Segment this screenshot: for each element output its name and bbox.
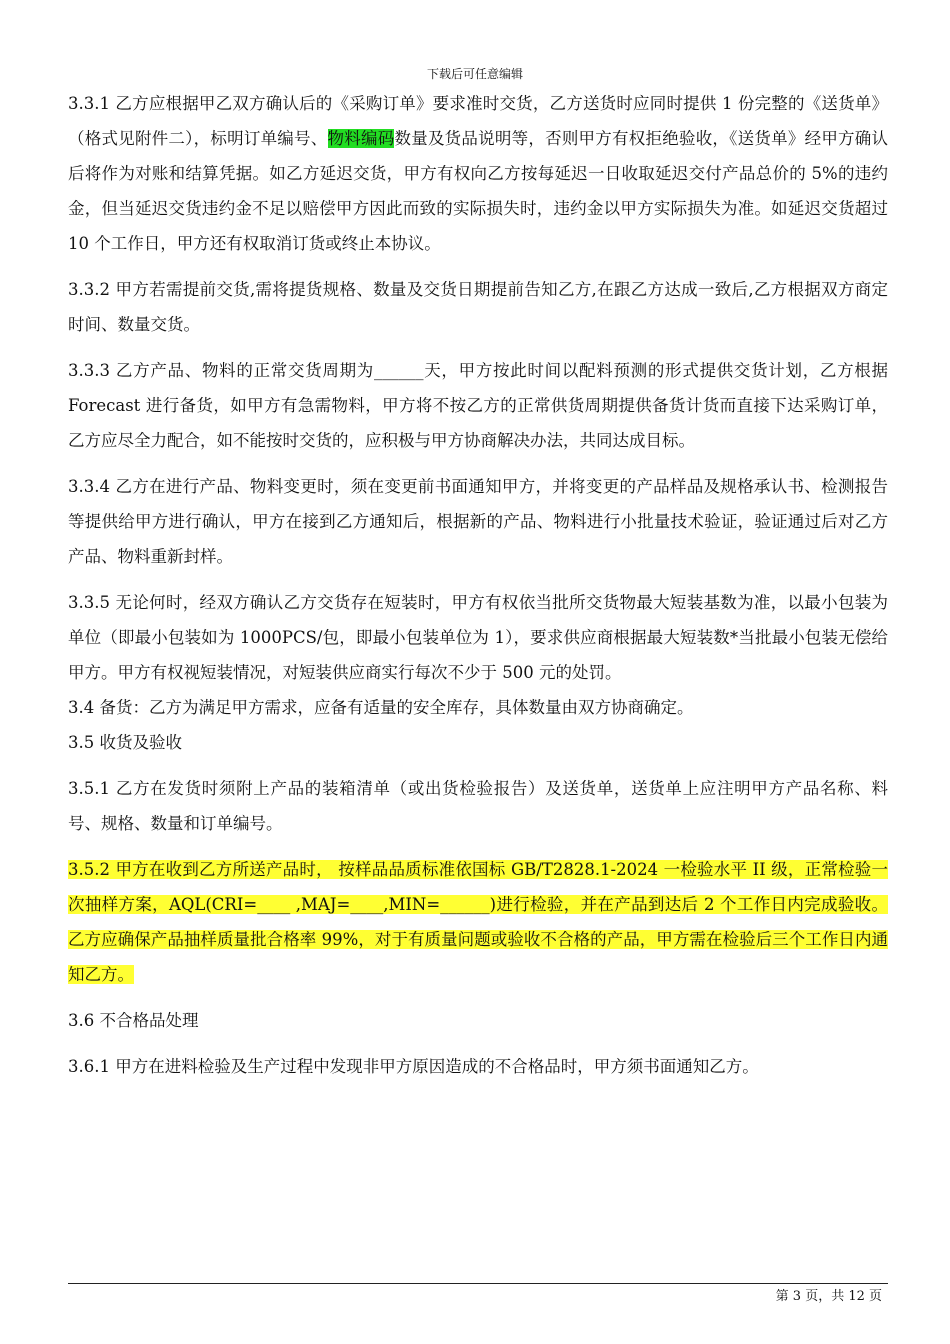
page-number: 第 3 页，共 12 页 xyxy=(775,1289,882,1304)
clause-3-3-4: 3.3.4 乙方在进行产品、物料变更时，须在变更前书面通知甲方，并将变更的产品样品及规格承认书、检测报告等提供给甲方进行确认，甲方在接到乙方通知后，根据新的产品、物料进行小批量技术验证，验证通过后对乙方产品、物料重新封样。 xyxy=(68,477,888,566)
section-3-6-heading: 3.6 不合格品处理 xyxy=(68,1011,199,1030)
clause-3-5-1: 3.5.1 乙方在发货时须附上产品的装箱清单（或出货检验报告）及送货单，送货单上应注明甲方产品名称、料号、规格、数量和订单编号。 xyxy=(68,779,888,833)
clause-3-6-1: 3.6.1 甲方在进料检验及生产过程中发现非甲方原因造成的不合格品时，甲方须书面通知乙方。 xyxy=(68,1057,759,1076)
page-header: 下载后可任意编辑 xyxy=(426,67,523,81)
clause-3-5-2 xyxy=(68,852,888,992)
clause-3-4: 3.4 备货：乙方为满足甲方需求，应备有适量的安全库存，具体数量由双方协商确定。 xyxy=(68,698,694,717)
clause-3-3-2: 3.3.2 甲方若需提前交货,需将提货规格、数量及交货日期提前告知乙方,在跟乙方达成一致后,乙方根据双方商定时间、数量交货。 xyxy=(68,280,888,334)
clause-3-3-5: 3.3.5 无论何时，经双方确认乙方交货存在短装时，甲方有权依当批所交货物最大短装基数为准，以最小包装为单位（即最小包装如为 1000PCS/包，即最小包装单位为 1），要求供应商根据最大短装数*当批最小包装无偿给甲方。甲方有权视短装情况，对短装供应商实行每次不少于 500 元的处罚。 xyxy=(68,593,888,682)
clause-3-3-3 xyxy=(68,353,888,458)
highlighted-material-code: 物料编码 xyxy=(327,129,395,148)
clause-3-3-1-text-b: 数量及货品说明等，否则甲方有权拒绝验收，《送货单》经甲方确认后将作为对账和结算凭据。如乙方延迟交货，甲方有权向乙方按每延迟一日收取延迟交付产品总价的 5%的违约金，但当延迟交货违约金不足以赔偿甲方因此而致的实际损失时，违约金以甲方实际损失为准。如延迟交货超过 10 个工作日，甲方还有权取消订货或终止本协议。 xyxy=(68,129,889,253)
clause-3-5-2-highlighted: 3.5.2 甲方在收到乙方所送产品时， 按样品品质标准依国标 GB/T2828.1-2024 一检验水平 II 级，正常检验一次抽样方案，AQL(CRI=____ ,MAJ=____,MIN=______)进行检验，并在产品到达后 2 个工作日内完成验收。乙方应确保产品抽样质量批合格率 99%，对于有质量问题或验收不合格的产品，甲方需在检验后三个工作日内通知乙方。 xyxy=(68,860,888,984)
clause-3-3-1-text-a: 3.3.1 乙方应根据甲乙双方确认后的《采购订单》要求准时交货，乙方送货时应同时提供 1 份完整的《送货单》（格式见附件二），标明订单编号、 xyxy=(68,94,888,148)
clause-3-3-3-text-b: 天，甲方按此时间以配料预测的形式提供交货计划，乙方根据 Forecast 进行备货，如甲方有急需物料，甲方将不按乙方的正常供货周期提供备货计货而直接下达采购订单，乙方应尽全力配合，如不能按时交货的，应积极与甲方协商解决办法，共同达成目标。 xyxy=(68,361,889,450)
document-body xyxy=(68,86,888,1095)
clause-3-3-1 xyxy=(68,86,888,261)
section-3-5-heading: 3.5 收货及验收 xyxy=(68,733,182,752)
delivery-days-blank: ______ xyxy=(374,361,424,380)
footer-divider xyxy=(68,1283,888,1284)
clause-3-3-3-text-a: 3.3.3 乙方产品、物料的正常交货周期为 xyxy=(68,361,374,380)
